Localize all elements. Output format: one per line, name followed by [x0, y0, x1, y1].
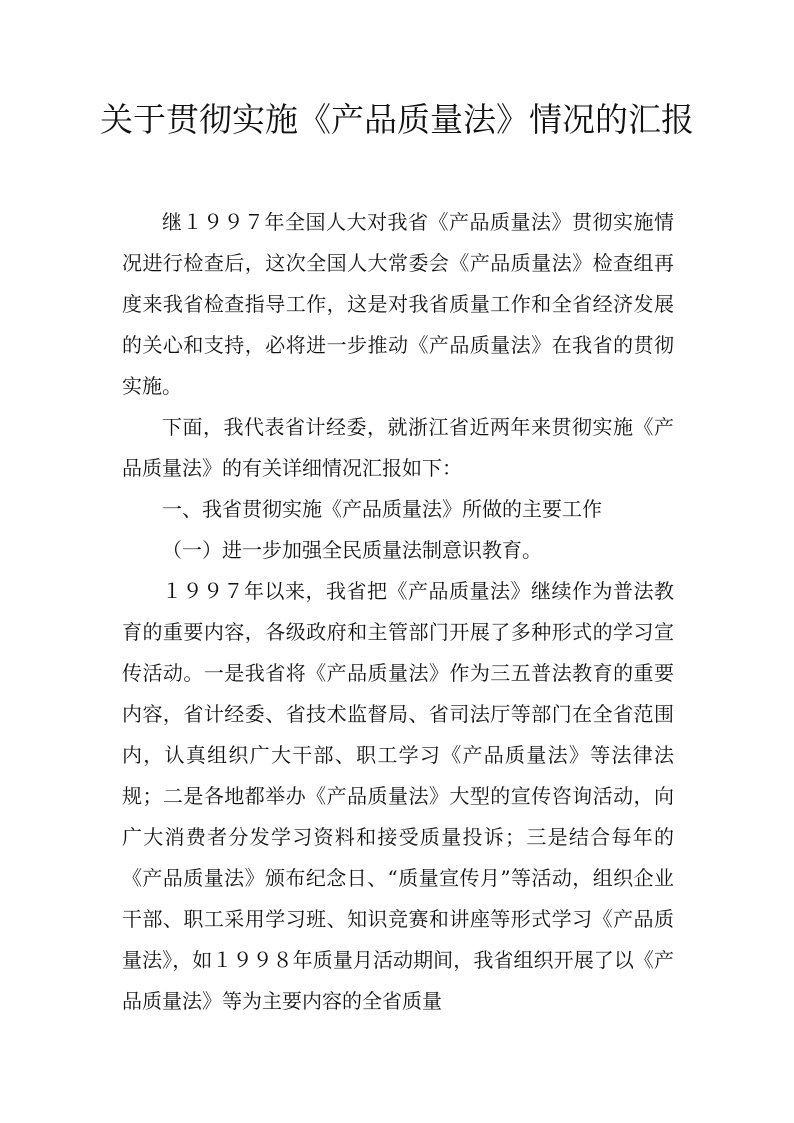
document-title: 关于贯彻实施《产品质量法》情况的汇报	[100, 100, 694, 139]
section-heading: 一、我省贯彻实施《产品质量法》所做的主要工作	[162, 497, 602, 521]
subsection-heading: （一）进一步加强全民质量法制意识教育。	[162, 538, 542, 562]
body-paragraph: １９９７年以来，我省把《产品质量法》继续作为普法教育的重要内容，各级政府和主管部门开展了多种形式的学习宣传活动。一是我省将《产品质量法》作为三五普法教育的重要内容，省计经委、省技术监督局、省司法厅等部门在全省范围内，认真组织广大干部、职工学习《产品质量法》等法律法规；二是各地都举办《产品质量法》大型的宣传咨询活动，向广大消费者分发学习资料和接受质量投诉；三是结合每年的《产品质量法》颁布纪念日、“质量宣传月”等活动，组织企业干部、职工采用学习班、知识竞赛和讲座等形式学习《产品质量法》，如１９９８年质量月活动期间，我省组织开展了以《产品质量法》等为主要内容的全省质量	[122, 579, 674, 1013]
report-statement-paragraph: 下面，我代表省计经委，就浙江省近两年来贯彻实施《产品质量法》的有关详细情况汇报如下：	[122, 415, 674, 480]
document-body	[122, 202, 674, 1022]
intro-paragraph: 继１９９７年全国人大对我省《产品质量法》贯彻实施情况进行检查后，这次全国人大常委会《产品质量法》检查组再度来我省检查指导工作，这是对我省质量工作和全省经济发展的关心和支持，必将进一步推动《产品质量法》在我省的贯彻实施。	[122, 210, 674, 398]
